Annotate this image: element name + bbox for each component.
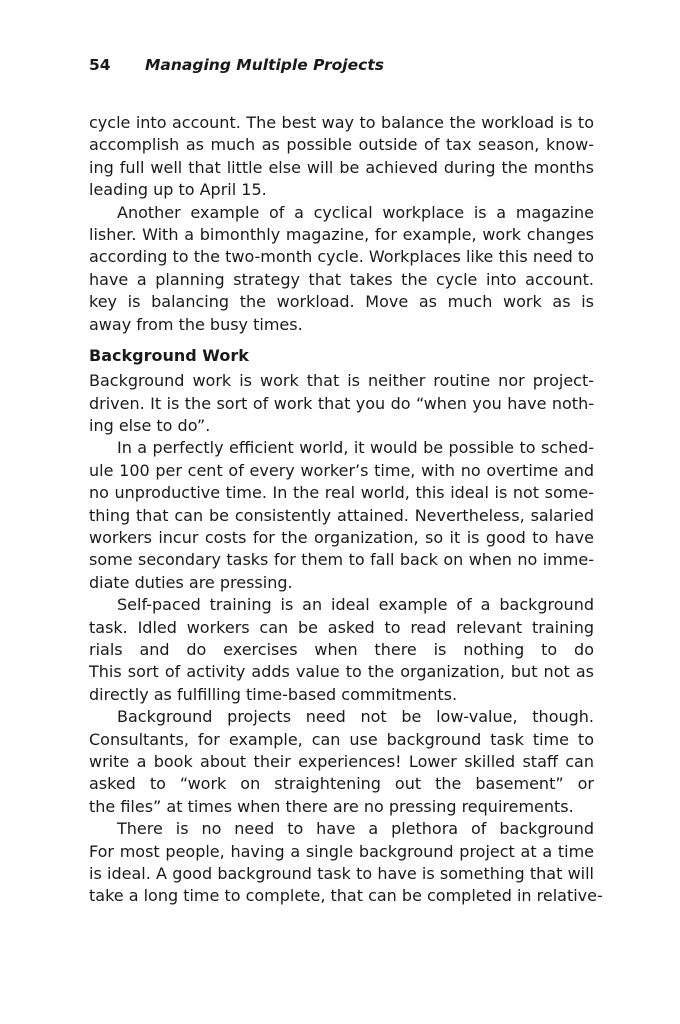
text-line: This sort of activity adds value to the organization, but not as [89, 662, 594, 682]
running-head [89, 56, 384, 74]
text-line: asked to “work on straightening out the basement” or [89, 774, 594, 794]
text-line: ing full well that little else will be achieved during the months [89, 157, 594, 177]
text-line: workers incur costs for the organization, so it is good to have [89, 528, 594, 548]
text-line: ing else to do”. [89, 416, 211, 436]
text-line: In a perfectly efficient world, it would be possible to sched- [117, 438, 594, 458]
text-line: Another example of a cyclical workplace is a magazine [117, 202, 594, 222]
text-line: directly as fulfilling time-based commitments. [89, 684, 458, 704]
paragraph [89, 112, 594, 202]
text-line: away from the busy times. [89, 314, 303, 334]
text-line: some secondary tasks for them to fall back on when no imme- [89, 550, 594, 570]
running-title: Managing Multiple Projects [145, 56, 384, 74]
text-line: cycle into account. The best way to balance the workload is to [89, 113, 594, 132]
text-line: Consultants, for example, can use background task time to [89, 729, 594, 749]
body-text [89, 112, 603, 908]
paragraph [89, 437, 594, 594]
paragraphs-after-heading [89, 370, 603, 907]
text-line: the files” at times when there are no pressing requirements. [89, 796, 574, 816]
text-line: take a long time to complete, that can be completed in relative- [89, 886, 603, 906]
text-line: key is balancing the workload. Move as much work as is [89, 292, 594, 312]
text-line: Background projects need not be low-value, though. [117, 707, 594, 727]
section-heading: Background Work [89, 345, 249, 365]
page-number: 54 [89, 56, 111, 74]
text-line: according to the two-month cycle. Workplaces like this need to [89, 247, 594, 267]
text-line: There is no need to have a plethora of background [117, 819, 594, 839]
paragraph [89, 202, 594, 336]
text-line: lisher. With a bimonthly magazine, for example, work changes [89, 224, 594, 244]
text-line: diate duties are pressing. [89, 572, 293, 592]
text-line: rials and do exercises when there is nothing to do [89, 639, 594, 659]
paragraph [89, 594, 594, 706]
text-line: ule 100 per cent of every worker’s time, with no overtime and [89, 460, 594, 480]
text-line: driven. It is the sort of work that you do “when you have noth- [89, 393, 594, 413]
text-line: Background work is work that is neither routine nor project- [89, 371, 594, 391]
text-line: task. Idled workers can be asked to read relevant training [89, 617, 594, 637]
text-line: no unproductive time. In the real world, this ideal is not some- [89, 483, 594, 503]
paragraph [89, 818, 603, 908]
text-line: accomplish as much as possible outside of tax season, know- [89, 135, 594, 155]
paragraph [89, 706, 594, 818]
text-line: Self-paced training is an ideal example of a background [117, 595, 594, 615]
paragraph [89, 370, 594, 437]
paragraphs-before-heading [89, 112, 594, 336]
text-line: have a planning strategy that takes the cycle into account. [89, 269, 594, 289]
text-line: thing that can be consistently attained. Nevertheless, salaried [89, 505, 594, 525]
text-line: leading up to April 15. [89, 180, 267, 200]
text-line: For most people, having a single background project at a time [89, 841, 594, 861]
text-line: write a book about their experiences! Lower skilled staff can [89, 751, 594, 771]
text-line: is ideal. A good background task to have is something that will [89, 863, 594, 883]
